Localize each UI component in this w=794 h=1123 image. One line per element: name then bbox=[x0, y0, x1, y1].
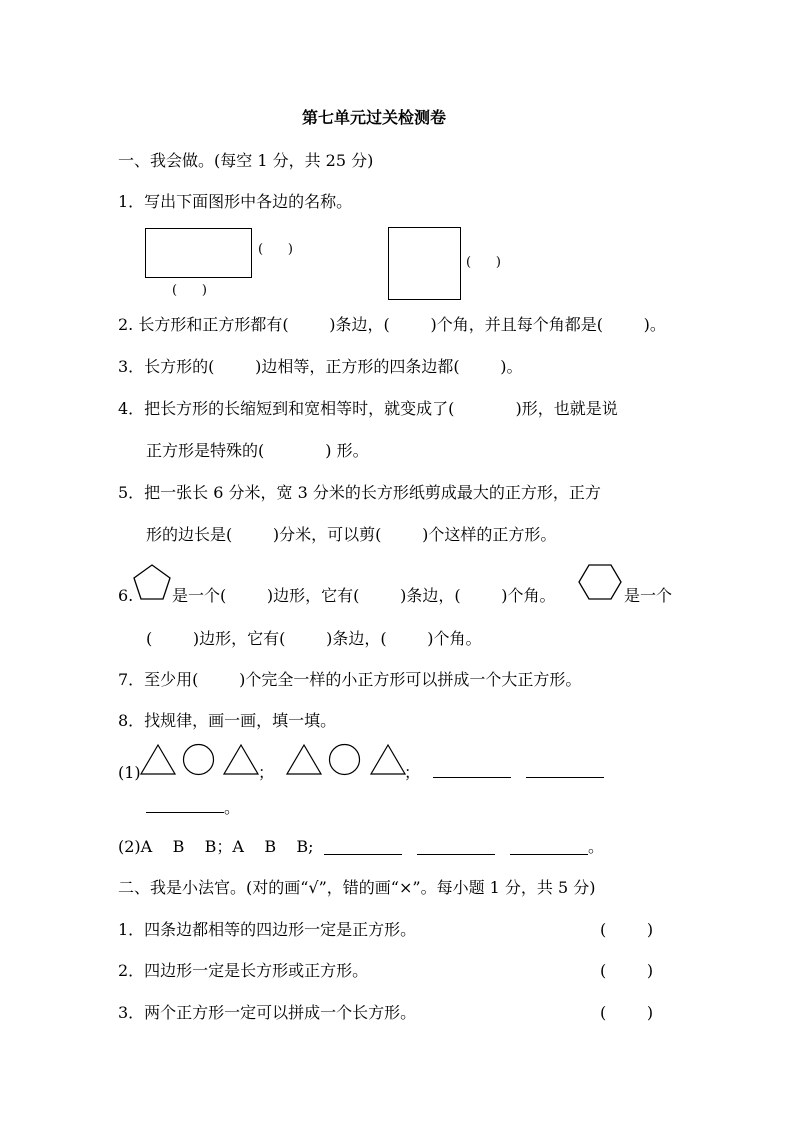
question-6-line2: ( )边形，它有( )条边，( )个角。 bbox=[146, 629, 482, 648]
circle-icon bbox=[182, 743, 215, 776]
judge-item-2: 2．四边形一定是长方形或正方形。 bbox=[118, 961, 369, 980]
question-4-line2: 正方形是特殊的( ) 形。 bbox=[146, 441, 369, 460]
question-6-part2: 是一个 bbox=[624, 586, 673, 605]
rectangle-figure bbox=[145, 228, 252, 278]
question-1: 1．写出下面图形中各边的名称。 bbox=[118, 192, 353, 211]
triangle-icon bbox=[222, 743, 260, 776]
answer-blank[interactable] bbox=[510, 854, 588, 855]
answer-blank[interactable] bbox=[146, 812, 224, 813]
q8-separator: ； bbox=[258, 763, 275, 782]
answer-paren-square-right: ( ) bbox=[466, 255, 501, 270]
answer-blank[interactable] bbox=[417, 854, 495, 855]
triangle-icon bbox=[285, 743, 323, 776]
q8-part1-label: (1) bbox=[118, 763, 141, 782]
judge-answer-paren-1[interactable]: ( ) bbox=[600, 920, 654, 939]
question-6-number: 6. bbox=[118, 586, 134, 605]
question-5-line1: 5．把一张长 6 分米，宽 3 分米的长方形纸剪成最大的正方形，正方 bbox=[118, 483, 601, 502]
judge-answer-paren-3[interactable]: ( ) bbox=[600, 1003, 654, 1022]
section1-heading: 一、我会做。(每空 1 分，共 25 分) bbox=[118, 151, 374, 170]
q8-part2: (2)A B B；A B B; bbox=[118, 837, 314, 856]
q8-end-mark: 。 bbox=[224, 798, 241, 817]
answer-paren-rect-bottom: ( ) bbox=[172, 283, 207, 298]
question-6-part1: 是一个( )边形，它有( )条边，( )个角。 bbox=[172, 586, 556, 605]
question-8: 8．找规律，画一画，填一填。 bbox=[118, 711, 337, 730]
triangle-icon bbox=[139, 743, 177, 776]
judge-answer-paren-2[interactable]: ( ) bbox=[600, 961, 654, 980]
triangle-icon bbox=[369, 743, 407, 776]
q8-part2-end-mark: 。 bbox=[588, 837, 605, 856]
question-3: 3．长方形的( )边相等，正方形的四条边都( )。 bbox=[118, 357, 523, 376]
page-title: 第七单元过关检测卷 bbox=[302, 108, 447, 127]
q8-separator: ； bbox=[404, 763, 421, 782]
circle-icon bbox=[328, 743, 361, 776]
answer-blank[interactable] bbox=[526, 777, 604, 778]
pentagon-figure bbox=[132, 563, 172, 601]
section2-heading: 二、我是小法官。(对的画“√”，错的画“×”。每小题 1 分，共 5 分) bbox=[118, 878, 596, 897]
answer-paren-rect-right: ( ) bbox=[258, 242, 293, 257]
judge-item-1: 1．四条边都相等的四边形一定是正方形。 bbox=[118, 920, 417, 939]
question-4-line1: 4．把长方形的长缩短到和宽相等时，就变成了( )形，也就是说 bbox=[118, 399, 618, 418]
question-7: 7．至少用( )个完全一样的小正方形可以拼成一个大正方形。 bbox=[118, 670, 582, 689]
hexagon-figure bbox=[577, 563, 623, 601]
answer-blank[interactable] bbox=[324, 854, 402, 855]
judge-item-3: 3．两个正方形一定可以拼成一个长方形。 bbox=[118, 1003, 417, 1022]
square-figure bbox=[388, 227, 461, 300]
answer-blank[interactable] bbox=[433, 777, 511, 778]
question-2: 2. 长方形和正方形都有( )条边，( )个角，并且每个角都是( )。 bbox=[118, 315, 666, 334]
question-5-line2: 形的边长是( )分米，可以剪( )个这样的正方形。 bbox=[146, 525, 557, 544]
